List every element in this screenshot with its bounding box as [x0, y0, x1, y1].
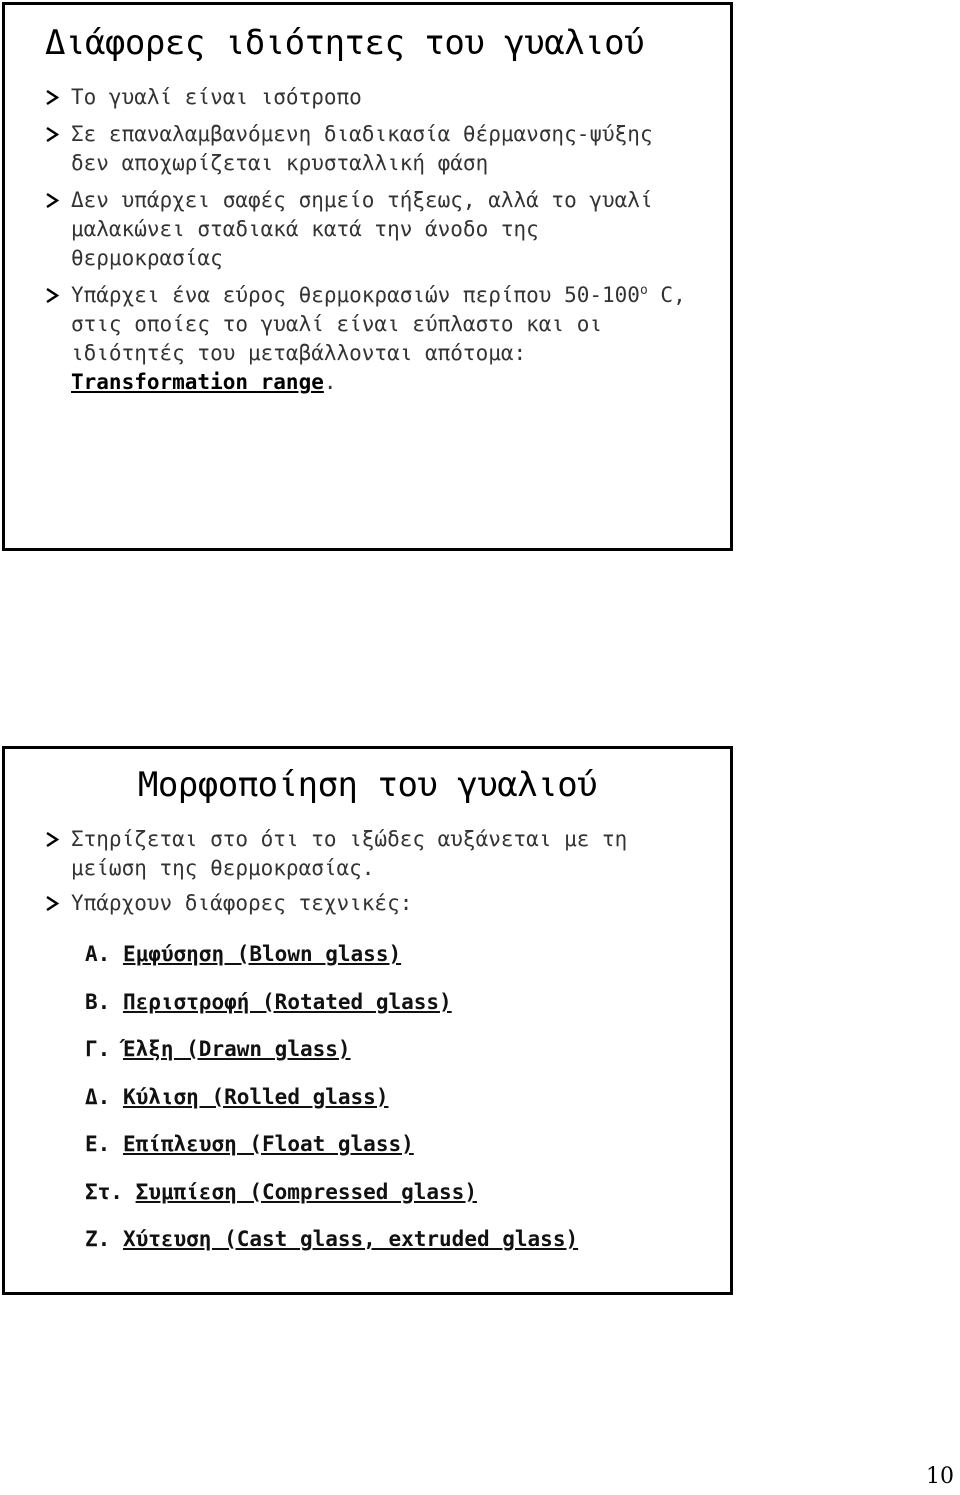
technique-letter: Στ.: [85, 1179, 123, 1204]
slide-title: Μορφοποίηση του γυαλιού: [137, 765, 598, 805]
bullet-text: Το γυαλί είναι ισότροπο: [71, 85, 362, 109]
technique-name: Χύτευση (Cast glass, extruded glass): [122, 1227, 579, 1251]
slide-glass-forming: [2, 746, 733, 1295]
technique-name: Συμπίεση (Compressed glass): [135, 1179, 477, 1204]
bullet-text: C, στις οποίες το γυαλί είναι εύπλαστο και οι ιδιότητές του μεταβάλλονται απότομα:: [71, 283, 686, 365]
technique-item: [85, 1129, 578, 1159]
technique-name: Περιστροφή (Rotated glass): [122, 989, 452, 1014]
list-item: [43, 281, 703, 397]
technique-letter: Δ.: [85, 1084, 111, 1109]
bullet-list: [43, 83, 703, 405]
page-number: 10: [926, 1464, 954, 1489]
slide-title: Διάφορες ιδιότητες του γυαλιού: [45, 23, 645, 63]
list-item: [43, 889, 703, 918]
technique-list: [85, 939, 578, 1272]
technique-name: Κύλιση (Rolled glass): [122, 1084, 389, 1109]
technique-letter: Γ.: [85, 1037, 111, 1061]
arrow-bullet-icon: [43, 186, 63, 215]
bullet-text: Σε επαναλαμβανόμενη διαδικασία θέρμανσης-ψύξης δεν αποχωρίζεται κρυσταλλική φάση: [71, 122, 653, 175]
technique-item: [85, 1177, 578, 1207]
list-item: [43, 825, 703, 883]
arrow-bullet-icon: [43, 281, 63, 310]
technique-name: Εμφύσηση (Blown glass): [122, 942, 402, 966]
bullet-text: Υπάρχουν διάφορες τεχνικές:: [71, 891, 413, 915]
degree-superscript: ο: [639, 283, 648, 298]
technique-letter: Α.: [85, 942, 111, 966]
technique-letter: Β.: [85, 989, 111, 1014]
list-item: [43, 83, 703, 112]
technique-letter: Ζ.: [85, 1227, 111, 1251]
technique-name: Έλξη (Drawn glass): [122, 1037, 351, 1061]
list-item: [43, 186, 703, 273]
technique-item: [85, 939, 578, 969]
bullet-text: Δεν υπάρχει σαφές σημείο τήξεως, αλλά το γυαλί μαλακώνει σταδιακά κατά την άνοδο της θερμοκρασίας: [71, 188, 653, 270]
bullet-tail: .: [323, 370, 337, 394]
bullet-list: [43, 825, 703, 924]
arrow-bullet-icon: [43, 889, 63, 918]
technique-item: [85, 1224, 578, 1254]
slide-glass-properties: [2, 2, 733, 551]
technique-item: [85, 987, 578, 1017]
transformation-range-term: Transformation range: [71, 370, 324, 394]
bullet-text: Στηρίζεται στο ότι το ιξώδες αυξάνεται με τη μείωση της θερμοκρασίας.: [71, 827, 628, 880]
technique-letter: Ε.: [85, 1132, 111, 1156]
bullet-text: Υπάρχει ένα εύρος θερμοκρασιών περίπου 50-100: [71, 283, 640, 307]
technique-item: [85, 1034, 578, 1064]
arrow-bullet-icon: [43, 83, 63, 112]
list-item: [43, 120, 703, 178]
arrow-bullet-icon: [43, 825, 63, 854]
technique-name: Επίπλευση (Float glass): [122, 1132, 414, 1156]
technique-item: [85, 1082, 578, 1112]
arrow-bullet-icon: [43, 120, 63, 149]
